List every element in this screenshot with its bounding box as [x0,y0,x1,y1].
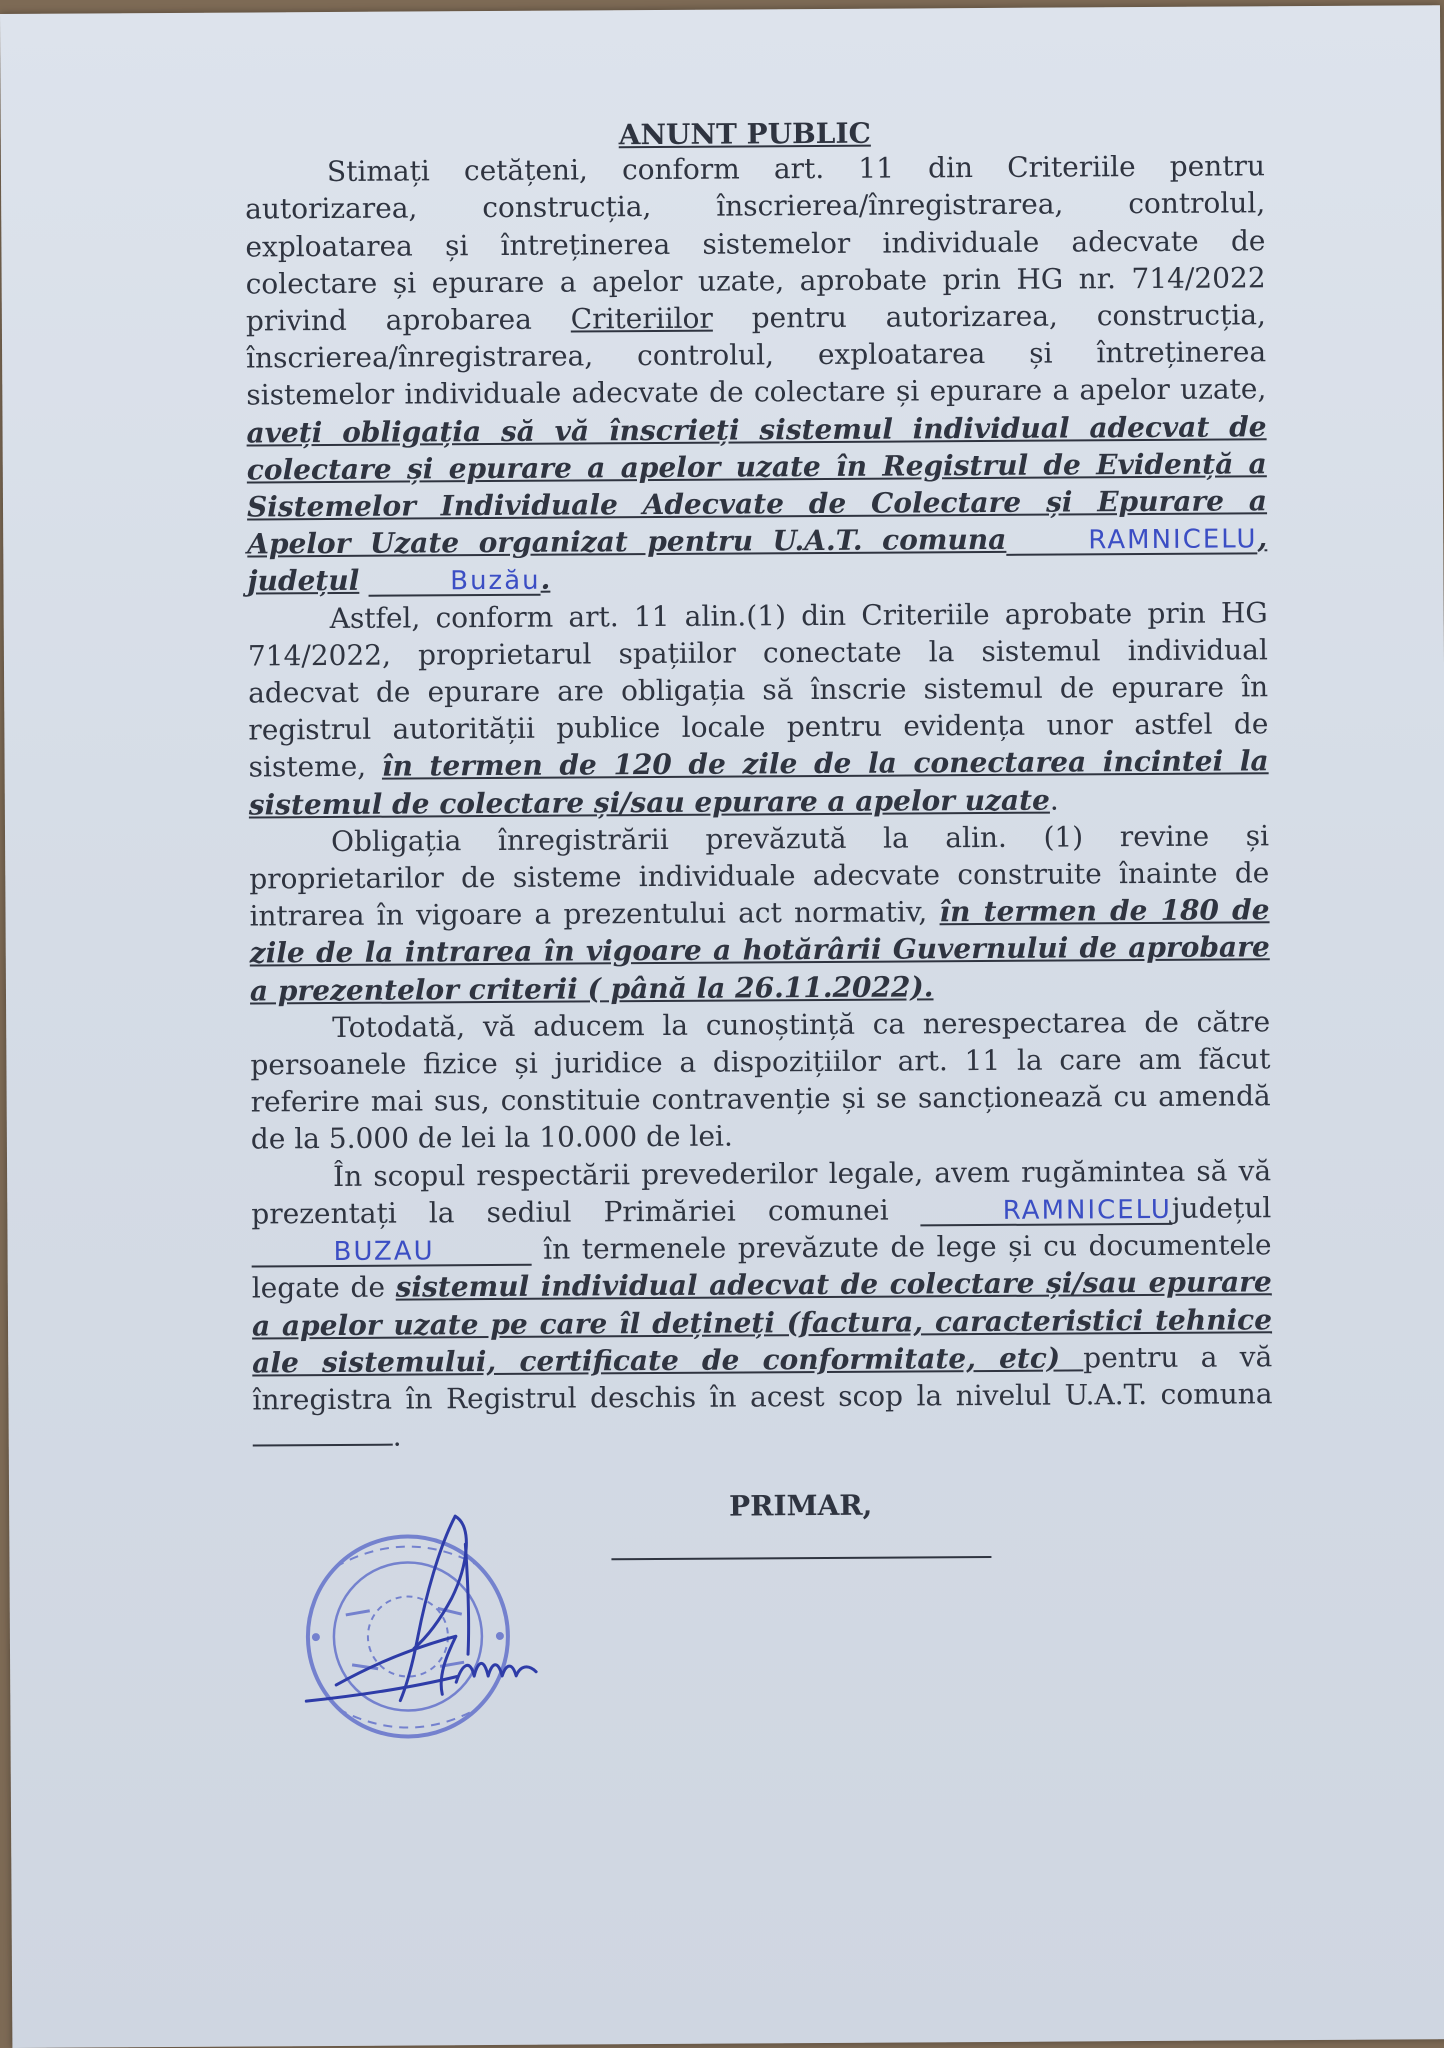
paragraph-3 [249,817,1270,1009]
paragraph-4 [250,1003,1271,1158]
p3-text-1: Obligația înregistrării prevăzută la alin. (1) revine și proprietarilor de sisteme individuale adecvate construite înainte de intrarea în vigoare a prezentului act normativ, [249,819,1270,933]
p5-text-4: pentru a vă înregistra în Registrul deschis în acest scop la nivelul U.A.T. comuna [252,1339,1273,1417]
p5-text-3: în termenele prevăzute de lege și cu documentele legate de [251,1228,1272,1305]
paragraph-1 [245,147,1268,600]
document-page [0,5,1444,2048]
round-stamp-icon [307,1536,508,1737]
handwritten-commune-2: RAMNICELU [921,1197,1172,1227]
p1-emphasis-3: . [540,563,551,597]
p1-text-3: pentru autorizarea, construcția, înscrierea/înregistrarea, controlul, exploatarea și întreținerea sistemelor individuale adecvate de colectare și epurare a apelor uzate, [246,298,1267,412]
p3-emphasis-1: în termen de 180 de zile de la intrarea în vigoare a hotărârii Guvernului de aprobare a prezentelor criterii ( până la 26.11.2022). [249,893,1270,1008]
p5-emphasis-1: sistemul individual adecvat de colectare și/sau epurare a apelor uzate pe care îl dețineți (factura, caracteristici tehnice ale sistemului, certificate de conformitate, etc) [251,1265,1273,1380]
blank-field-commune [253,1420,393,1447]
p5-text-1: În scopul respectării prevederilor legale, avem rugămintea să vă prezentați la sediul Primăriei comunei [251,1153,1272,1231]
p5-text-2: județul [1171,1191,1272,1225]
p1-underlined-word: Criteriilor [570,301,713,336]
p2-emphasis-1: în termen de 120 de zile de la conectarea incintei la sistemul de colectare și/sau epurare a apelor uzate [248,744,1269,822]
p2-text-1: Astfel, conform art. 11 alin.(1) din Criteriile aprobate prin HG 714/2022, proprietarul spațiilor conectate la sistemul individual adecvat de epurare are obligația să înscrie sistemul de epurare în registrul autorității publice locale pentru evidența unor astfel de sisteme, [247,595,1269,784]
p2-text-2: . [1049,783,1059,817]
paragraph-5 [251,1152,1273,1456]
document-title: ANUNT PUBLIC [618,116,871,152]
stamp-and-signature-icon [155,1484,777,1748]
document-body [245,112,1273,1456]
paragraph-2 [248,594,1269,823]
handwritten-commune-1: RAMNICELU [1006,527,1257,557]
p5-text-5: . [392,1419,402,1453]
p1-emphasis-2: , județul [247,521,1268,598]
p1-text-1: Stimați cetățeni, conform art. 11 din Criteriile pentru autorizarea, construcția, înscrierea/înregistrarea, controlul, exploatarea și întreținerea sistemelor individuale adecvate de colectare și epurare a apelor uzate, aprobate prin HG nr. 714/2022 privind aprobarea [245,149,1266,338]
handwritten-county-2: BUZAU [251,1238,531,1268]
p4-text-1: Totodată, vă aducem la cunoștință ca nerespectarea de către persoanele fizice și juridice a dispozițiilor art. 11 la care am făcut referire mai sus, constituie contravenție și se sancționează cu amendă de la 5.000 de lei la 10.000 de lei. [250,1005,1271,1156]
handwritten-county-1: Buzău [368,568,541,597]
p1-emphasis-1: aveți obligația să vă înscrieți sistemul individual adecvat de colectare și epurare a apelor uzate în Registrul de Evidență a Sistemelor Individuale Adecvate de Colectare și Epurare a Apelor Uzate organizat pentru U.A.T. comuna [246,409,1268,561]
signature-label: PRIMAR, [729,1488,873,1523]
